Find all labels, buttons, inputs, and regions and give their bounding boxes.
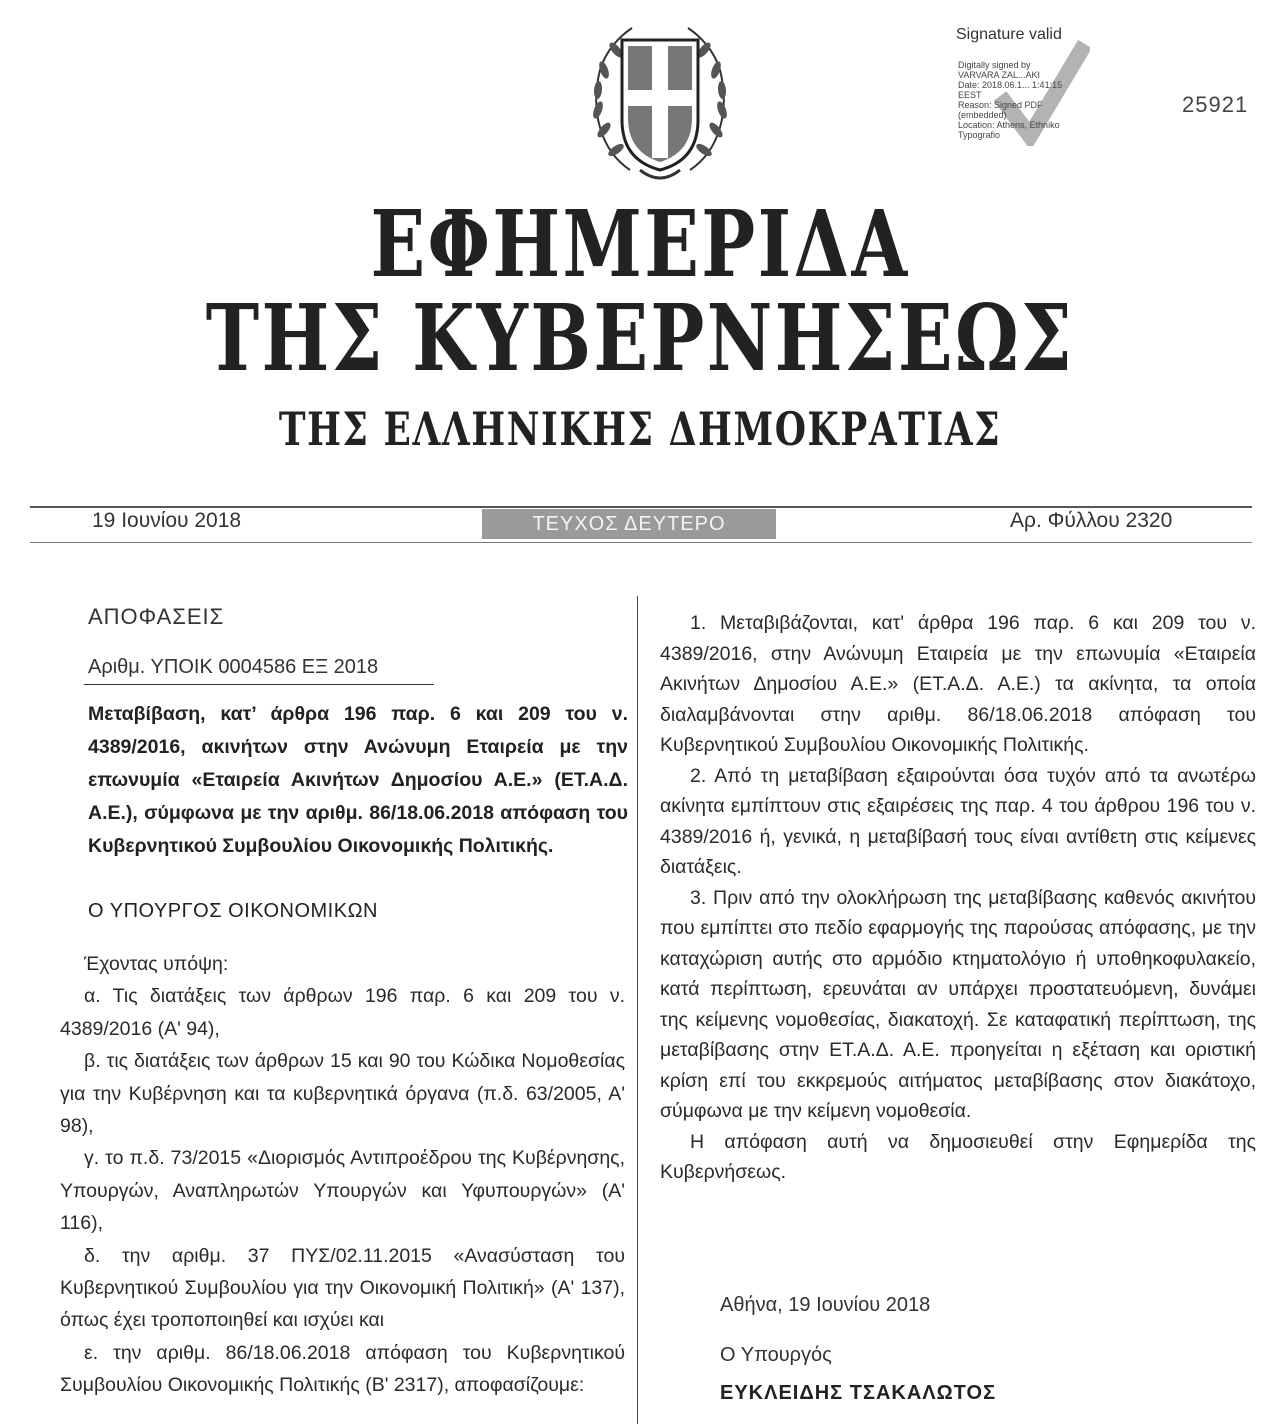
decision-paragraph: Η απόφαση αυτή να δημοσιευθεί στην Εφημερίδα της Κυβερνήσεως.	[660, 1130, 1256, 1183]
masthead-subtitle: ΤΗΣ ΚΥΒΕΡΝΗΣΕΩΣ	[205, 284, 1075, 392]
issue-date: 19 Ιουνίου 2018	[92, 509, 242, 532]
decision-paragraph: 1. Μεταβιβάζονται, κατ' άρθρα 196 παρ. 6 και 209 του ν. 4389/2016, στην Ανώνυμη Εταιρεία με την επωνυμία «Εταιρεία Ακινήτων Δημοσίου Α.Ε.» (ΕΤ.Α.Δ. Α.Ε.) τα ακίνητα, τα οποία διαλαμβάνονται στην αριθμ. 86/18.06.2018 απόφαση του Κυβερνητικού Συμβουλίου Οικονομικής Πολιτικής.	[660, 612, 1256, 756]
place-and-date: Αθήνα, 19 Ιουνίου 2018	[720, 1294, 931, 1316]
decision-paragraph: 2. Από τη μεταβίβαση εξαιρούνται όσα τυχόν από τα ανωτέρω ακίνητα εμπίπτουν στις εξαιρέσεις της παρ. 4 του άρθρου 196 του ν. 4389/2016 ή, γενικά, η μεταβίβασή τους είναι αντίθετη στις κείμενες διατάξεις.	[660, 764, 1256, 878]
considering-item: α. Τις διατάξεις των άρθρων 196 παρ. 6 και 209 του ν. 4389/2016 (Α' 94),	[60, 985, 625, 1040]
sheet-number: Αρ. Φύλλου 2320	[1010, 509, 1173, 532]
signer-name: ΕΥΚΛΕΙΔΗΣ ΤΣΑΚΑΛΩΤΟΣ	[720, 1382, 997, 1404]
signature-status: Signature valid	[956, 26, 1062, 43]
considering-item: ε. την αριθμ. 86/18.06.2018 απόφαση του Κυβερνητικού Συμβουλίου Οικονομικής Πολιτικής (Β' 2317), αποφασίζουμε:	[60, 1341, 625, 1397]
section-title: ΑΠΟΦΑΣΕΙΣ	[88, 604, 225, 629]
issue-label: ΤΕΥΧΟΣ ΔΕΥΤΕΡΟ	[482, 509, 776, 539]
considering-item: δ. την αριθμ. 37 ΠΥΣ/02.11.2015 «Ανασύσταση του Κυβερνητικού Συμβουλίου για την Οικονομική Πολιτική» (Α' 137), όπως έχει τροποποιηθεί και ισχύει και	[60, 1244, 625, 1332]
minister-heading: Ο ΥΠΟΥΡΓΟΣ ΟΙΚΟΝΟΜΙΚΩΝ	[88, 900, 378, 922]
considering-item: β. τις διατάξεις των άρθρων 15 και 90 του Κώδικα Νομοθεσίας για την Κυβέρνηση και τα κυβερνητικά όργανα (π.δ. 63/2005, Α' 98),	[60, 1050, 625, 1138]
decision-number: Αριθμ. ΥΠΟΙΚ 0004586 ΕΞ 2018	[88, 656, 379, 678]
signature-detail-line: VARVARA ZAL...AKI	[958, 70, 1041, 80]
signature-detail-line: Digitally signed by	[958, 60, 1031, 70]
considering-intro: Έχοντας υπόψη:	[84, 953, 229, 975]
signature-details	[958, 60, 1062, 140]
decision-paragraph: 3. Πριν από την ολοκλήρωση της μεταβίβασης καθενός ακινήτου που εμπίπτει στο πεδίο εφαρμογής της παρούσας απόφασης, με την καταχώριση αυτής στο αρμόδιο κτηματολόγιο ή υποθηκοφυλακείο, κατά περίπτωση, ερευνάται αν υπάρχει προστατευόμενη, δυνάμει της κείμενης νομοθεσίας, διακατοχή. Σε καταφατική περίπτωση, της μεταβίβασης στην ΕΤ.Α.Δ. Α.Ε. προηγείται η εξέταση και οριστική κρίση επί του εκκρεμούς αιτήματος μεταβίβασης στον διακάτοχο, σύμφωνα με την κείμενη νομοθεσία.	[660, 886, 1256, 1122]
signature-detail-line: Reason: Signed PDF	[958, 100, 1043, 110]
signature-detail-line: Location: Athens, Ethniko	[958, 120, 1060, 130]
issue-bar-top-rule	[30, 506, 1252, 508]
decision-body	[660, 608, 1256, 1188]
page-number: 25921	[1182, 92, 1249, 117]
masthead-title: ΕΦΗΜΕΡΙΔΑ	[370, 190, 910, 298]
considering-clauses	[60, 948, 625, 1402]
signature-detail-line: Date: 2018.06.1... 1:41:15	[958, 80, 1063, 90]
decision-number-underline	[84, 684, 434, 685]
issue-bar-bottom-rule	[30, 542, 1252, 543]
signature-detail-line: EEST	[958, 90, 982, 100]
masthead-republic: ΤΗΣ ΕΛΛΗΝΙΚΗΣ ΔΗΜΟΚΡΑΤΙΑΣ	[278, 402, 1002, 456]
signer-role: Ο Υπουργός	[720, 1344, 832, 1366]
column-divider	[637, 596, 638, 1424]
signature-detail-line: Typografio	[958, 130, 1001, 140]
considering-item: γ. το π.δ. 73/2015 «Διορισμός Αντιπροέδρου της Κυβέρνησης, Υπουργών, Αναπληρωτών Υπουργών και Υφυπουργών» (Α' 116),	[60, 1147, 625, 1235]
signature-detail-line: (embedded)	[958, 110, 1007, 120]
greek-coat-of-arms-emblem	[570, 10, 750, 190]
decision-subject: Μεταβίβαση, κατ’ άρθρα 196 παρ. 6 και 209 του ν. 4389/2016, ακινήτων στην Ανώνυμη Εταιρεία με την επωνυμία «Εταιρεία Ακινήτων Δημοσίου Α.Ε.» (ΕΤ.Α.Δ. Α.Ε.), σύμφωνα με την αριθμ. 86/18.06.2018 απόφαση του Κυβερνητικού Συμβουλίου Οικονομικής Πολιτικής.	[88, 703, 628, 857]
digital-signature-block	[950, 22, 1130, 152]
